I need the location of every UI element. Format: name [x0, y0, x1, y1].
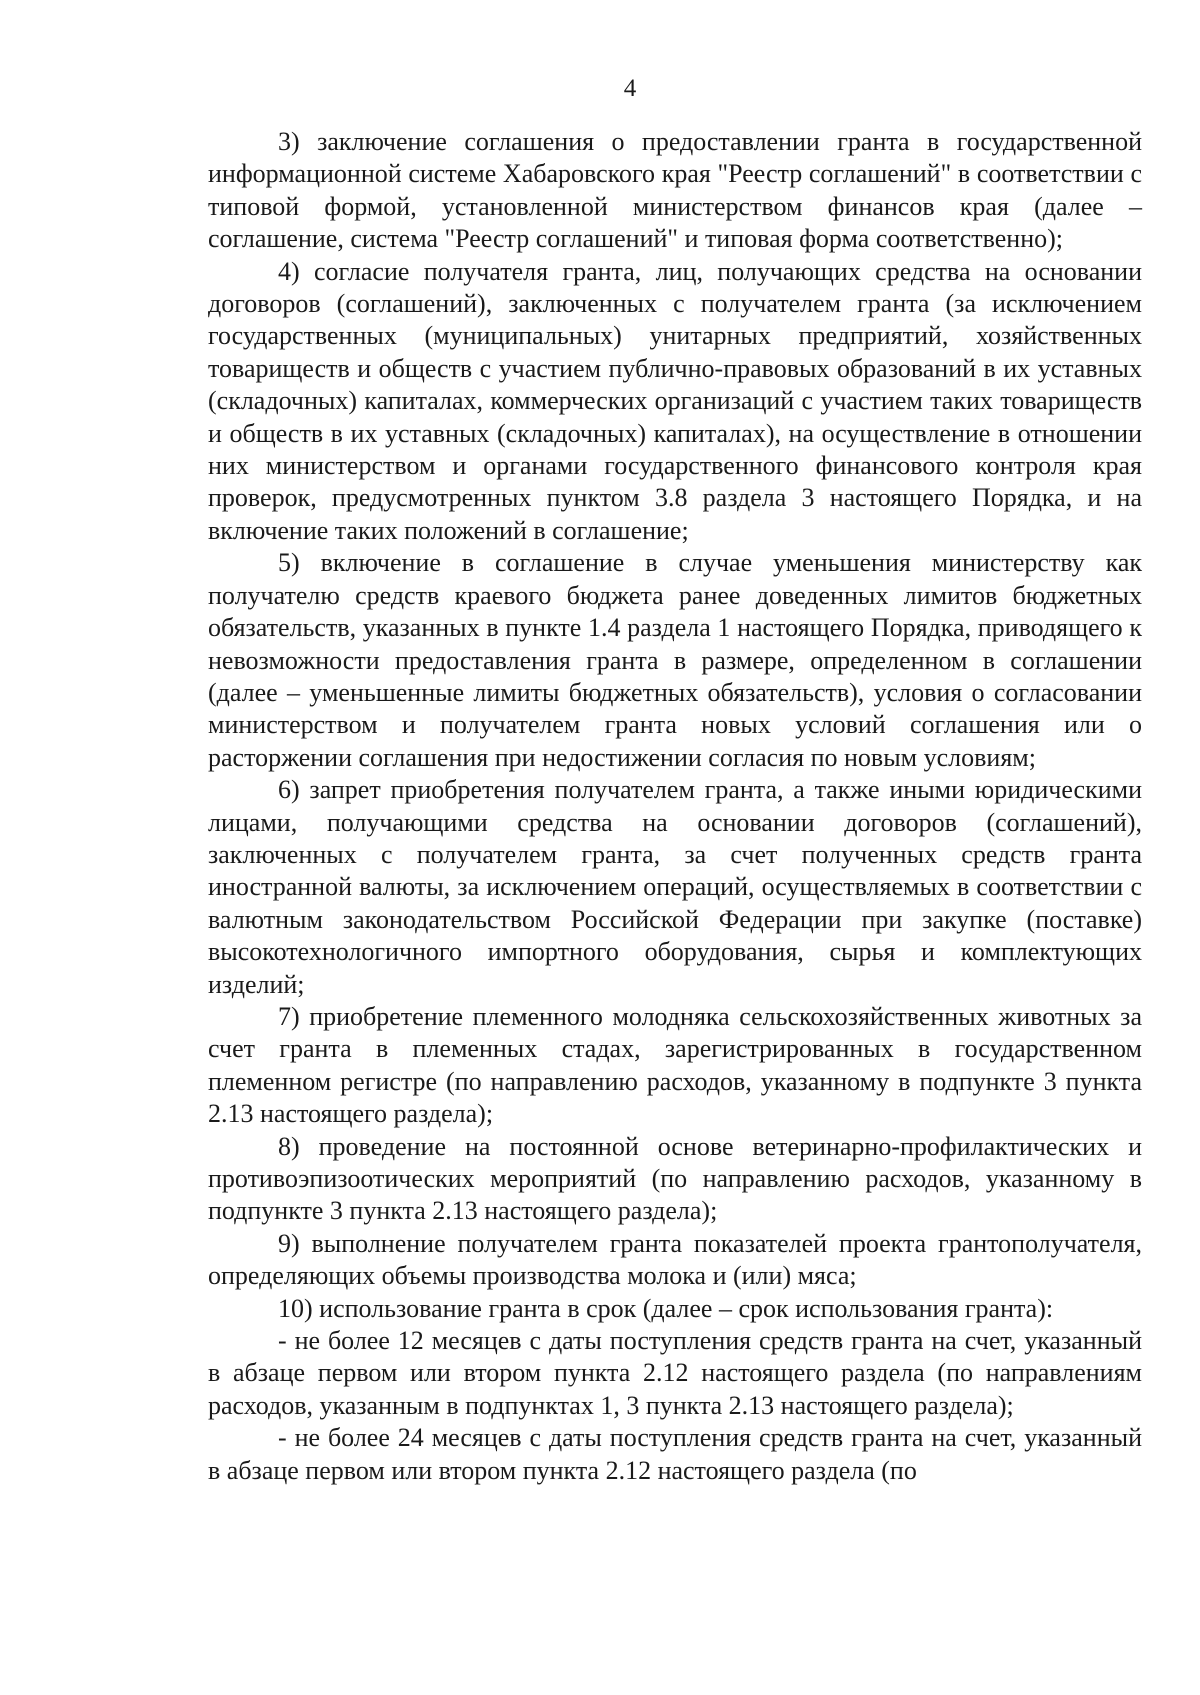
paragraph-dash-12-months: - не более 12 месяцев с даты поступления средств гранта на счет, указанный в абзаце первом или втором пункта 2.12 настоящего раздела (по направлениям расходов, указанным в подпунктах 1, 3 пункта 2.13 настоящего раздела); [208, 1326, 1142, 1420]
paragraph-item-4: 4) согласие получателя гранта, лиц, получающих средства на основании договоров (соглашений), заключенных с получателем гранта (за исключением государственных (муниципальных) унитарных предприятий, хозяйственных товариществ и обществ с участием публично-правовых образований в их уставных (складочных) капиталах, коммерческих организаций с участием таких товариществ и обществ в их уставных (складочных) капиталах), на осуществление в отношении них министерством и органами государственного финансового контроля края проверок, предусмотренных пунктом 3.8 раздела 3 настоящего Порядка, и на включение таких положений в соглашение; [208, 256, 1142, 545]
paragraph-item-6: 6) запрет приобретения получателем гранта, а также иными юридическими лицами, получающими средства на основании договоров (соглашений), заключенных с получателем гранта, за счет полученных средств гранта иностранной валюты, за исключением операций, осуществляемых в соответствии с валютным законодательством Российской Федерации при закупке (поставке) высокотехнологичного импортного оборудования, сырья и комплектующих изделий; [208, 775, 1142, 999]
paragraph-item-8: 8) проведение на постоянной основе ветеринарно-профилактических и противоэпизоотических мероприятий (по направлению расходов, указанному в подпункте 3 пункта 2.13 настоящего раздела); [208, 1131, 1142, 1226]
document-body [208, 126, 1142, 1487]
paragraph-item-7: 7) приобретение племенного молодняка сельскохозяйственных животных за счет гранта в племенных стадах, зарегистрированных в государственном племенном регистре (по направлению расходов, указанному в подпункте 3 пункта 2.13 настоящего раздела); [208, 1001, 1142, 1129]
paragraph-item-9: 9) выполнение получателем гранта показателей проекта грантополучателя, определяющих объемы производства молока и (или) мяса; [208, 1228, 1142, 1291]
paragraph-item-10: 10) использование гранта в срок (далее – срок использования гранта): [278, 1293, 1054, 1323]
paragraph-dash-24-months: - не более 24 месяцев с даты поступления средств гранта на счет, указанный в абзаце первом или втором пункта 2.12 настоящего раздела (по [208, 1423, 1142, 1485]
page-number: 4 [623, 75, 637, 102]
paragraph-item-3: 3) заключение соглашения о предоставлении гранта в государственной информационной системе Хабаровского края "Реестр соглашений" в соответствии с типовой формой, установленной министерством финансов края (далее – соглашение, система "Реестр соглашений" и типовая форма соответственно); [208, 127, 1142, 254]
paragraph-item-5: 5) включение в соглашение в случае уменьшения министерству как получателю средств краевого бюджета ранее доведенных лимитов бюджетных обязательств, указанных в пункте 1.4 раздела 1 настоящего Порядка, приводящего к невозможности предоставления гранта в размере, определенном в соглашении (далее – уменьшенные лимиты бюджетных обязательств), условия о согласовании министерством и получателем гранта новых условий соглашения или о расторжении соглашения при недостижении согласия по новым условиям; [208, 548, 1142, 772]
